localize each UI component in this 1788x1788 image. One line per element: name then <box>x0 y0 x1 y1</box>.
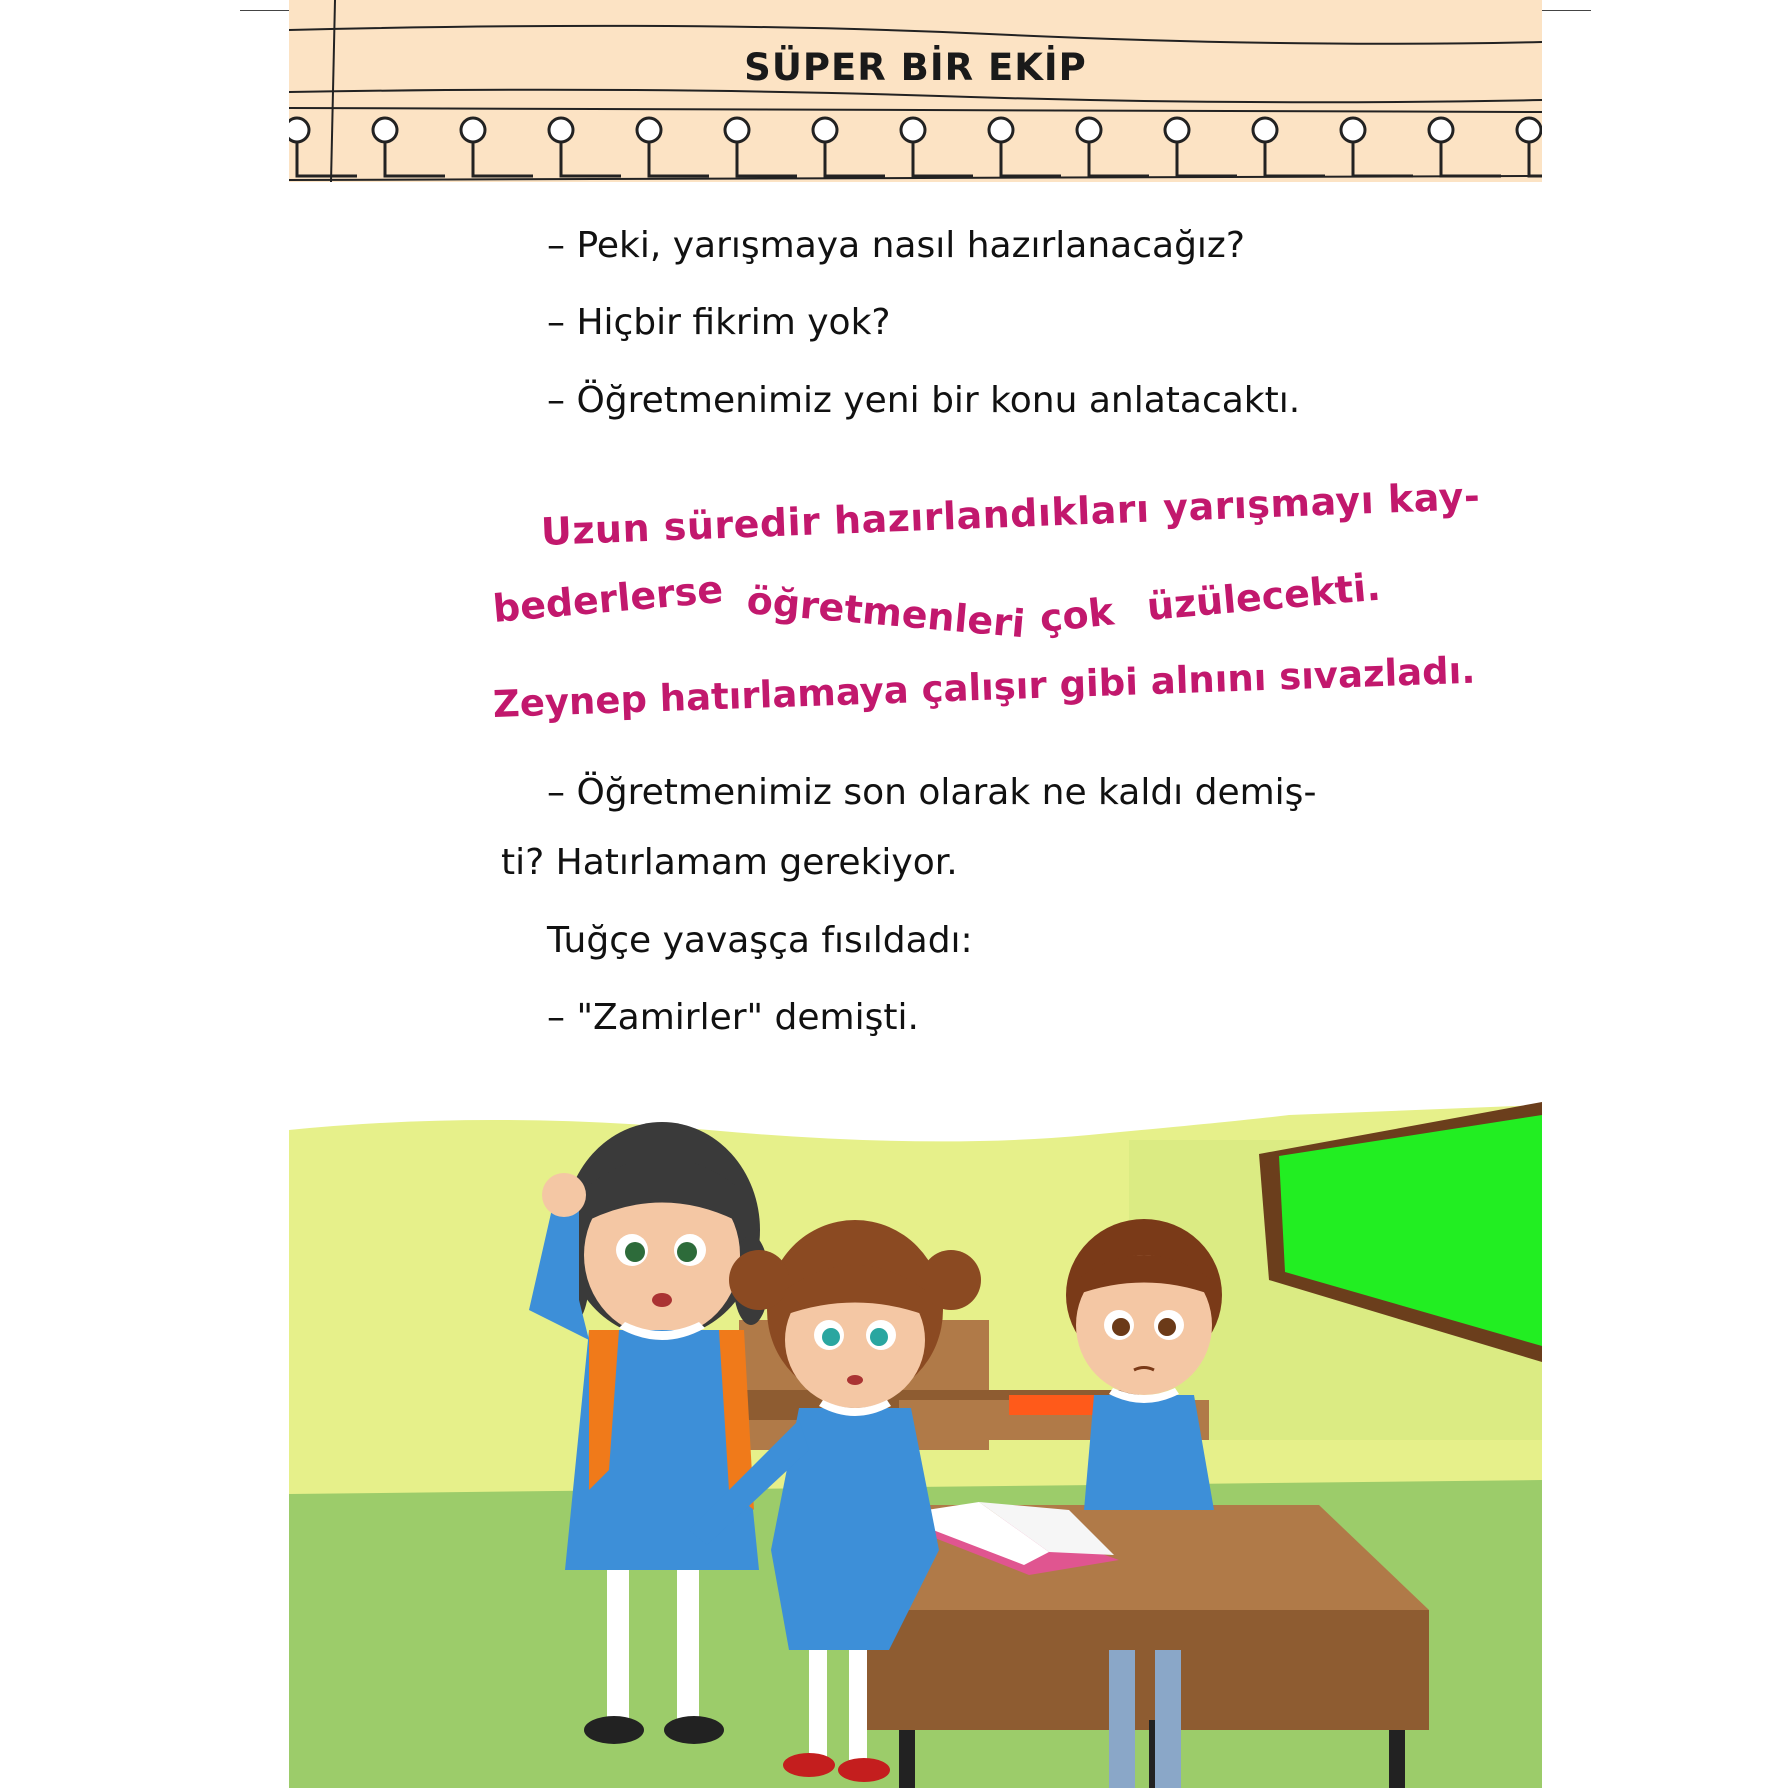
crop-mark-left <box>240 10 289 11</box>
narration-word-4: üzülecekti. <box>1145 564 1383 629</box>
binding-ring-icon <box>637 118 661 142</box>
dialogue2-line-2: ti? Hatırlamam gerekiyor. <box>501 842 958 883</box>
binding-ring-icon <box>813 118 837 142</box>
notebook-paper-icon <box>289 0 1542 190</box>
dialogue2-line-3: Tuğçe yavaşça fısıldadı: <box>547 920 973 961</box>
binding-ring-icon <box>989 118 1013 142</box>
narration-line-3: Zeynep hatırlamaya çalışır gibi alnını sıvazladı. <box>492 648 1477 726</box>
binding-ring-icon <box>549 118 573 142</box>
classroom-illustration <box>289 1090 1542 1788</box>
binding-ring-icon <box>1253 118 1277 142</box>
dialogue2-line-1: – Öğretmenimiz son olarak ne kaldı demiş- <box>547 772 1317 813</box>
storybook-page <box>289 0 1542 1788</box>
narration-word-1: bederlerse <box>491 566 725 631</box>
dialogue-line-2: – Hiçbir fikrim yok? <box>547 302 891 343</box>
binding-ring-icon <box>1077 118 1101 142</box>
dialogue-line-1: – Peki, yarışmaya nasıl hazırlanacağız? <box>547 225 1245 266</box>
binding-ring-icon <box>725 118 749 142</box>
binding-ring-icon <box>1517 118 1541 142</box>
narration-word-2: öğretmenleri <box>745 578 1027 647</box>
binding-ring-icon <box>901 118 925 142</box>
crop-mark-right <box>1542 10 1591 11</box>
binding-ring-icon <box>373 118 397 142</box>
notebook-header <box>289 0 1542 190</box>
binding-ring-icon <box>1165 118 1189 142</box>
binding-ring-icon <box>461 118 485 142</box>
narration-line-1: Uzun süredir hazırlandıkları yarışmayı kay- <box>540 473 1481 554</box>
narration-word-3: çok <box>1037 589 1116 641</box>
binding-ring-icon <box>289 118 309 142</box>
page-title: SÜPER BİR EKİP <box>744 46 1087 89</box>
dialogue-line-3: – Öğretmenimiz yeni bir konu anlatacaktı. <box>547 380 1301 421</box>
binding-ring-icon <box>1429 118 1453 142</box>
dialogue2-line-4: – "Zamirler" demişti. <box>547 997 919 1038</box>
binding-ring-icon <box>1341 118 1365 142</box>
